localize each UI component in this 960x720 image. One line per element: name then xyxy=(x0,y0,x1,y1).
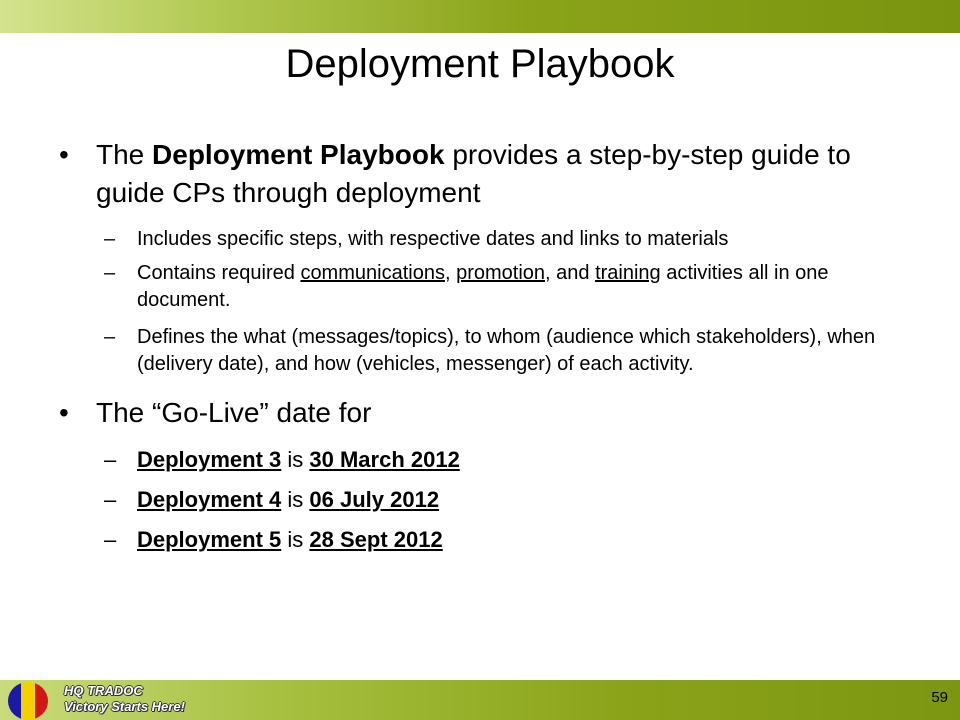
sub-dash: – xyxy=(104,487,117,512)
go-live-deployment-5: – Deployment 5 is 28 Sept 2012 xyxy=(0,520,900,560)
footer-org xyxy=(64,683,185,715)
sub-dash: – xyxy=(104,262,116,284)
bullet-dot: • xyxy=(59,397,69,428)
page-number: 59 xyxy=(931,689,948,706)
sub-dash: – xyxy=(104,228,116,250)
deployment-3-date: 30 March 2012 xyxy=(309,447,460,472)
deployment-4-date: 06 July 2012 xyxy=(309,487,440,512)
army-star-emblem-icon xyxy=(8,682,48,720)
footer-motto: Victory Starts Here! xyxy=(64,699,185,714)
sub-dash: – xyxy=(104,447,117,472)
slide-title: Deployment Playbook xyxy=(285,42,675,86)
bullet-go-live: • The “Go-Live” date for xyxy=(0,394,912,432)
emblem-stripe-yellow xyxy=(21,682,34,720)
slide-body xyxy=(0,136,960,560)
deployment-5-label: Deployment 5 xyxy=(137,527,282,552)
promotion-link[interactable]: promotion xyxy=(456,262,546,284)
go-live-deployment-4: – Deployment 4 is 06 July 2012 xyxy=(0,480,900,520)
bullet-dot: • xyxy=(59,139,69,170)
communications-link[interactable]: communications xyxy=(300,262,445,284)
go-live-deployment-3: – Deployment 3 is 30 March 2012 xyxy=(0,440,900,480)
sub-bullet-activities: – Contains required communications, promotion, and training activities all in one document. xyxy=(104,262,829,311)
sub-dash: – xyxy=(104,527,117,552)
deployment-3-label: Deployment 3 xyxy=(137,447,282,472)
footer-org-name: HQ TRADOC xyxy=(64,683,143,698)
sub-bullet-steps: – Includes specific steps, with respective dates and links to materials xyxy=(0,224,900,254)
training-link[interactable]: training xyxy=(595,262,661,284)
playbook-name: Deployment Playbook xyxy=(152,139,445,170)
deployment-5-date: 28 Sept 2012 xyxy=(309,527,443,552)
deployment-4-label: Deployment 4 xyxy=(137,487,282,512)
top-decor-bar xyxy=(0,0,960,33)
sub-dash: – xyxy=(104,326,116,348)
bullet-playbook: • The Deployment Playbook provides a step-by-step guide to guide CPs through deployment xyxy=(0,136,912,212)
sub-bullet-defines: – Defines the what (messages/topics), to whom (audience which stakeholders), when (delivery date), and how (vehicles, messenger) of each activity. xyxy=(104,326,876,375)
